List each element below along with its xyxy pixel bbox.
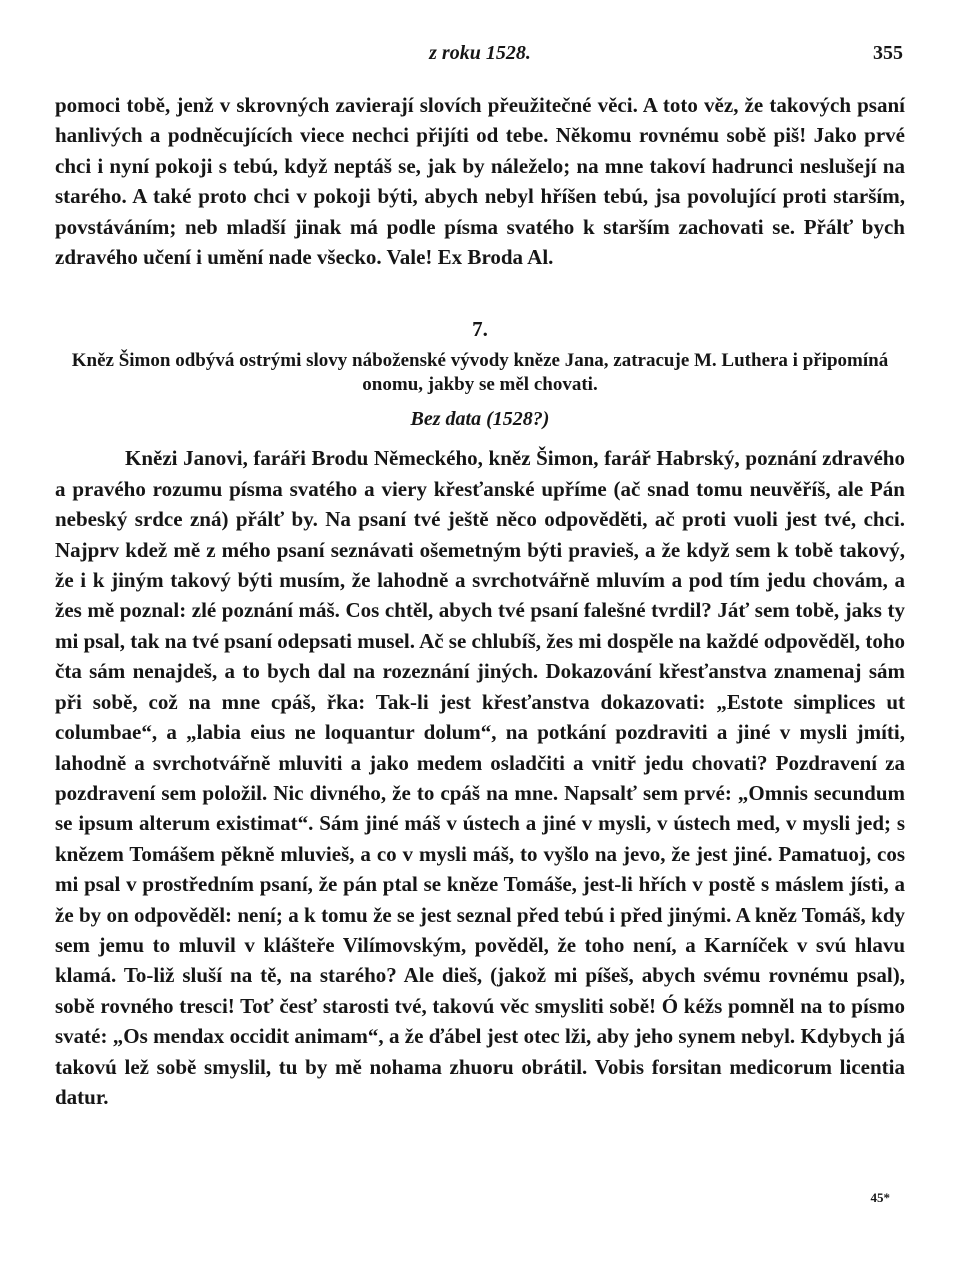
letter-body: Knězi Janovi, faráři Brodu Německého, kněz Šimon, farář Habrský, poznání zdravého a pravého rozumu písma svatého a viery křesťanské upříme (ač snad tomu neuvěříš, ale Pán nebeský srdce zná) přálť by. Na psaní tvé ještě něco odpověděti, ač proti vuoli jest tvé, chci. Najprv kdež mě z mého psaní seznávati ošemetným býti pravieš, a že když sem k tobě takový, že i k jiným takový býti musím, že lahodně a svrchotvářně mluvím a pod tím jedu chovám, a žes mě poznal: zlé poznání máš. Cos chtěl, abych tvé psaní falešné tvrdil? Jáť sem tobě, jaks ty mi psal, tak na tvé psaní odepsati musel. Ač se chlubíš, žes mi dospěle na každé odpověděl, toho čta sám nenajdeš, a to bych dal na rozeznání jiných. Dokazování křesťanstva znamenaj sám při sobě, což na mne cpáš, řka: Tak-li jest křesťanstva dokazovati: „Estote simplices ut columbae“, a „labia eius ne loquantur dolum“, na potkání pozdraviti a jiné v mysli jmíti, lahodně a svrchotvářně mluviti a jako medem osladčiti a vnitř jedu chovati? Pozdravení za pozdravení sem položil. Nic divného, že to cpáš na mne. Napsalť sem prvé: „Omnis secundum se ipsum alterum existimat“. Sám jiné máš v ústech a jiné v mysli, v ústech med, v mysli jed; s knězem Tomášem pěkně mluvieš, a co v mysli máš, to vyšlo na jevo, že jest jiné. Pamatuoj, cos mi psal v prostředním psaní, že pán ptal se kněze Tomáše, jest-li hřích v postě s máslem jísti, a že by on odpověděl: není; a k tomu že se jest seznal před tebú i před jinými. A kněz Tomáš, kdy sem jemu to mluvil v klášteře Vilímovským, pověděl, že toho není, a Karníček v svú hlavu klamá. To-liž sluší na tě, na starého? Ale dieš, (jakož mi píšeš, abych svému rovnému psal), sobě rovného tresci! Toť česť starosti tvé, takovú věc smysliti sobě! Ó kéžs pomněl na to písmo svaté: „Os mendax occidit animam“, a že ďábel jest otec lži, aby jeho synem nebyl. Kdybych já takovú lež sobě smyslil, tu by mě nohama zhuoru obrátil. Vobis forsitan medicorum licentia datur. (55, 446, 906, 1109)
letter-summary: Kněz Šimon odbývá ostrými slovy náboženské vývody kněze Jana, zatracuje M. Luthera i připomíná onomu, jakby se měl chovati. (71, 350, 889, 396)
letter-number: 7. (472, 317, 488, 342)
running-title: z roku 1528. (429, 42, 531, 64)
letter-date: Bez data (1528?) (410, 408, 550, 431)
book-page (55, 36, 905, 1112)
running-head (55, 36, 905, 76)
continuation-paragraph: pomoci tobě, jenž v skrovných zavierají slovích přeužitečné věci. A toto věz, že takových psaní hanlivých a podněcujících viece nechci přijíti od tebe. Někomu rovnému sobě piš! Jako prvé chci i nyní pokoji s tebú, když neptáš se, jak by náleželo; na mne takoví hadrunci neslušejí na starého. A také proto chci v pokoji býti, abych nebyl hříšen tebú, jsa povolující proti starším, povstáváním; neb mladší jinak má podle písma svatého k starším zachovati se. Přálť bych zdravého učení i umění nade všecko. Vale! Ex Broda Al. (55, 93, 905, 270)
page-number: 355 (873, 42, 903, 64)
signature-mark: 45* (870, 1190, 890, 1205)
